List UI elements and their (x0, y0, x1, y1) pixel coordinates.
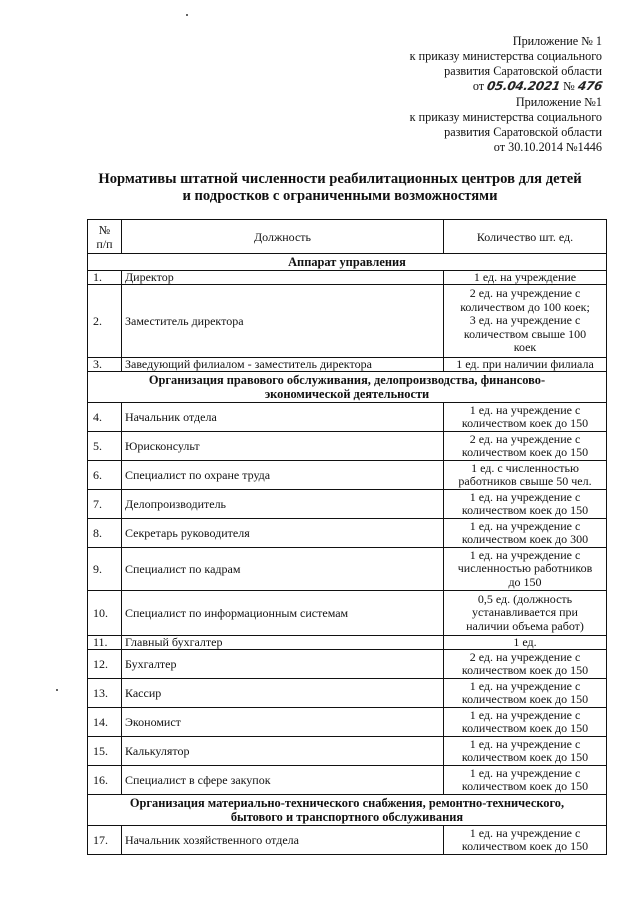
position-cell: Специалист по информационным системам (122, 591, 444, 636)
quantity-cell: 1 ед. на учреждение с численностью работников до 150 (444, 548, 607, 591)
column-header-quantity: Количество шт. ед. (444, 220, 607, 254)
title-line2: и подростков с ограниченными возможностями (182, 188, 498, 204)
position-cell: Кассир (122, 679, 444, 708)
table-body (88, 254, 607, 855)
section-header-row (88, 254, 607, 271)
row-number: 15. (88, 737, 122, 766)
row-number: 9. (88, 548, 122, 591)
row-number: 4. (88, 403, 122, 432)
column-header-number: № п/п (88, 220, 122, 254)
position-cell: Заместитель директора (122, 285, 444, 358)
row-number: 12. (88, 650, 122, 679)
position-cell: Секретарь руководителя (122, 519, 444, 548)
quantity-cell: 0,5 ед. (должность устанавливается при наличии объема работ) (444, 591, 607, 636)
quantity-cell: 2 ед. на учреждение с количеством до 100 коек; 3 ед. на учреждение с количеством свыше 100 коек (444, 285, 607, 358)
section-title: Организация материально-технического снабжения, ремонтно-технического, бытового и транспортного обслуживания (88, 795, 607, 826)
handwritten-date: 05.04.2021 (486, 79, 562, 93)
appendix-2-line3: развития Саратовской области (444, 125, 602, 139)
number-prefix: № (563, 79, 575, 93)
title-line1: Нормативы штатной численности реабилитационных центров для детей (98, 171, 582, 187)
table-row (88, 519, 607, 548)
appendix-2-line4: от 30.10.2014 №1446 (493, 140, 602, 154)
position-cell: Специалист по кадрам (122, 548, 444, 591)
table-row (88, 679, 607, 708)
appendix-2-block (410, 95, 602, 155)
row-number: 10. (88, 591, 122, 636)
appendix-1-line1: Приложение № 1 (512, 34, 602, 48)
appendix-1-line3: развития Саратовской области (444, 64, 602, 78)
row-number: 17. (88, 826, 122, 855)
appendix-2-line1: Приложение №1 (515, 95, 602, 109)
row-number: 16. (88, 766, 122, 795)
position-cell: Заведующий филиалом - заместитель директора (122, 358, 444, 372)
quantity-cell: 1 ед. на учреждение с количеством коек до 150 (444, 826, 607, 855)
position-cell: Калькулятор (122, 737, 444, 766)
position-cell: Начальник отдела (122, 403, 444, 432)
table-row (88, 636, 607, 650)
position-cell: Экономист (122, 708, 444, 737)
quantity-cell: 1 ед. на учреждение с количеством коек до 150 (444, 403, 607, 432)
table-row (88, 461, 607, 490)
quantity-cell: 2 ед. на учреждение с количеством коек до 150 (444, 432, 607, 461)
table-row (88, 650, 607, 679)
row-number: 3. (88, 358, 122, 372)
table-row (88, 285, 607, 358)
table-row (88, 737, 607, 766)
position-cell: Главный бухгалтер (122, 636, 444, 650)
quantity-cell: 1 ед. на учреждение с количеством коек до 150 (444, 708, 607, 737)
quantity-cell: 1 ед. с численностью работников свыше 50 чел. (444, 461, 607, 490)
column-header-position: Должность (122, 220, 444, 254)
row-number: 6. (88, 461, 122, 490)
row-number: 2. (88, 285, 122, 358)
quantity-cell: 1 ед. при наличии филиала (444, 358, 607, 372)
section-header-row (88, 795, 607, 826)
quantity-cell: 1 ед. на учреждение с количеством коек до 150 (444, 679, 607, 708)
section-title: Аппарат управления (88, 254, 607, 271)
appendix-1-line2: к приказу министерства социального (409, 49, 602, 63)
table-row (88, 766, 607, 795)
appendix-1-date-line (410, 79, 602, 94)
handwritten-number: 476 (576, 79, 604, 93)
table-header-row (88, 220, 607, 254)
section-title: Организация правового обслуживания, делопроизводства, финансово- экономической деятельности (88, 372, 607, 403)
quantity-cell: 1 ед. на учреждение (444, 271, 607, 285)
table-row (88, 490, 607, 519)
quantity-cell: 1 ед. (444, 636, 607, 650)
quantity-cell: 1 ед. на учреждение с количеством коек до 150 (444, 490, 607, 519)
staffing-norms-table (87, 219, 607, 855)
row-number: 14. (88, 708, 122, 737)
date-prefix: от (472, 79, 485, 93)
quantity-cell: 1 ед. на учреждение с количеством коек до 150 (444, 737, 607, 766)
position-cell: Специалист в сфере закупок (122, 766, 444, 795)
appendix-1-block (410, 34, 602, 94)
table-row (88, 548, 607, 591)
row-number: 11. (88, 636, 122, 650)
quantity-cell: 1 ед. на учреждение с количеством коек до 300 (444, 519, 607, 548)
appendix-2-line2: к приказу министерства социального (409, 110, 602, 124)
row-number: 8. (88, 519, 122, 548)
quantity-cell: 2 ед. на учреждение с количеством коек до 150 (444, 650, 607, 679)
position-cell: Бухгалтер (122, 650, 444, 679)
table-row (88, 271, 607, 285)
scan-speck (186, 14, 188, 16)
position-cell: Делопроизводитель (122, 490, 444, 519)
table-row (88, 403, 607, 432)
table-row (88, 591, 607, 636)
position-cell: Юрисконсульт (122, 432, 444, 461)
position-cell: Начальник хозяйственного отдела (122, 826, 444, 855)
row-number: 1. (88, 271, 122, 285)
quantity-cell: 1 ед. на учреждение с количеством коек до 150 (444, 766, 607, 795)
table-row (88, 708, 607, 737)
row-number: 13. (88, 679, 122, 708)
row-number: 7. (88, 490, 122, 519)
position-cell: Специалист по охране труда (122, 461, 444, 490)
table-row (88, 432, 607, 461)
table-row (88, 826, 607, 855)
table-row (88, 358, 607, 372)
position-cell: Директор (122, 271, 444, 285)
document-title (60, 171, 620, 205)
scan-speck (56, 689, 58, 691)
row-number: 5. (88, 432, 122, 461)
section-header-row (88, 372, 607, 403)
